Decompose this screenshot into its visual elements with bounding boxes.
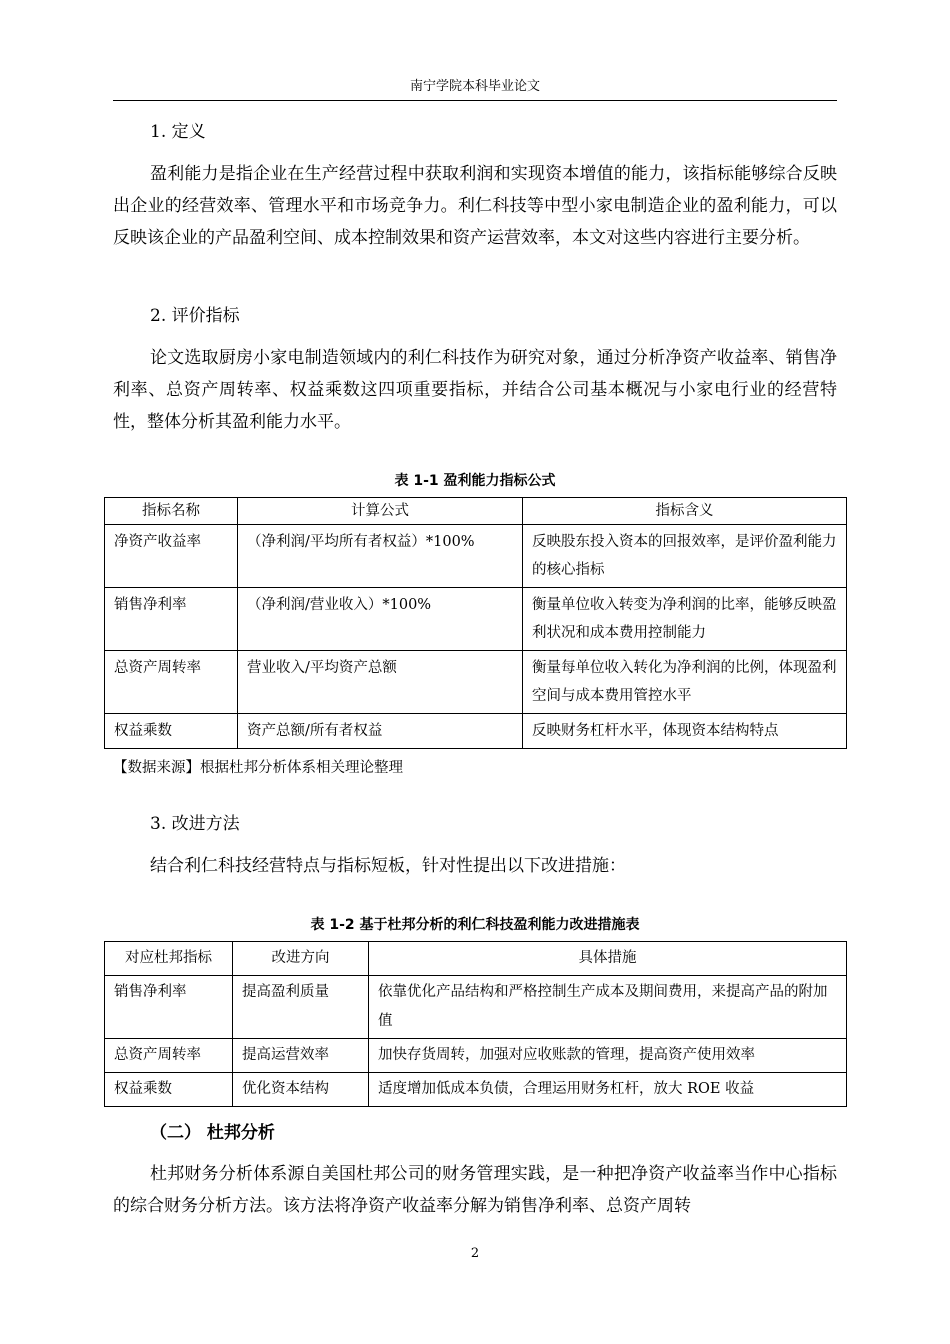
table-cell: （净利润/平均所有者权益）*100% xyxy=(238,525,523,588)
table-cell: 提高盈利质量 xyxy=(233,976,369,1039)
table-cell: 销售净利率 xyxy=(105,588,238,651)
table-cell: 衡量每单位收入转化为净利润的比例，体现盈利空间与成本费用管控水平 xyxy=(523,651,847,714)
subheading-definition: 1. 定义 xyxy=(150,122,206,142)
table-header-cell: 改进方向 xyxy=(233,942,369,976)
table-cell: 权益乘数 xyxy=(105,714,238,749)
table-row xyxy=(105,976,847,1039)
subheading-improvement: 3. 改进方法 xyxy=(150,814,240,834)
table-cell: 优化资本结构 xyxy=(233,1073,369,1107)
table-header-row xyxy=(105,942,847,976)
table-cell: 加快存货周转，加强对应收账款的管理，提高资产使用效率 xyxy=(369,1039,847,1073)
header-rule xyxy=(113,100,837,101)
paragraph-indicators: 论文选取厨房小家电制造领域内的利仁科技作为研究对象，通过分析净资产收益率、销售净利率、总资产周转率、权益乘数这四项重要指标，并结合公司基本概况与小家电行业的经营特性，整体分析其盈利能力水平。 xyxy=(113,348,837,432)
table-header-cell: 具体措施 xyxy=(369,942,847,976)
table-row xyxy=(105,588,847,651)
table-cell: 营业收入/平均资产总额 xyxy=(238,651,523,714)
table-row xyxy=(105,714,847,749)
table-cell: 提高运营效率 xyxy=(233,1039,369,1073)
table-cell: 资产总额/所有者权益 xyxy=(238,714,523,749)
table-profitability-formulas xyxy=(104,497,847,749)
subheading-indicators: 2. 评价指标 xyxy=(150,306,240,326)
table-row xyxy=(105,525,847,588)
section-heading-dupont: （二） 杜邦分析 xyxy=(150,1123,275,1143)
table-header-row xyxy=(105,498,847,525)
table-cell: （净利润/营业收入）*100% xyxy=(238,588,523,651)
table2-caption: 表 1-2 基于杜邦分析的利仁科技盈利能力改进措施表 xyxy=(310,917,640,933)
table-row xyxy=(105,1039,847,1073)
page-number: 2 xyxy=(470,1246,480,1261)
table-improvement-measures xyxy=(104,941,847,1107)
table-cell: 反映财务杠杆水平，体现资本结构特点 xyxy=(523,714,847,749)
table-cell: 反映股东投入资本的回报效率，是评价盈利能力的核心指标 xyxy=(523,525,847,588)
table-header-cell: 对应杜邦指标 xyxy=(105,942,233,976)
paragraph-dupont: 杜邦财务分析体系源自美国杜邦公司的财务管理实践，是一种把净资产收益率当作中心指标的综合财务分析方法。该方法将净资产收益率分解为销售净利率、总资产周转 xyxy=(113,1164,837,1216)
table-cell: 权益乘数 xyxy=(105,1073,233,1107)
table-header-cell: 指标名称 xyxy=(105,498,238,525)
table-cell: 销售净利率 xyxy=(105,976,233,1039)
table-cell: 依靠优化产品结构和严格控制生产成本及期间费用，来提高产品的附加值 xyxy=(369,976,847,1039)
paragraph-improvement: 结合利仁科技经营特点与指标短板，针对性提出以下改进措施： xyxy=(150,856,626,876)
table1-source-note: 【数据来源】根据杜邦分析体系相关理论整理 xyxy=(113,760,403,776)
table-cell: 总资产周转率 xyxy=(105,1039,233,1073)
table1-caption: 表 1-1 盈利能力指标公式 xyxy=(394,473,556,489)
paragraph-definition: 盈利能力是指企业在生产经营过程中获取利润和实现资本增值的能力，该指标能够综合反映出企业的经营效率、管理水平和市场竞争力。利仁科技等中型小家电制造企业的盈利能力，可以反映该企业的产品盈利空间、成本控制效果和资产运营效率，本文对这些内容进行主要分析。 xyxy=(113,164,837,248)
table-cell: 衡量单位收入转变为净利润的比率，能够反映盈利状况和成本费用控制能力 xyxy=(523,588,847,651)
table-cell: 净资产收益率 xyxy=(105,525,238,588)
table-row xyxy=(105,1073,847,1107)
table-header-cell: 指标含义 xyxy=(523,498,847,525)
running-header: 南宁学院本科毕业论文 xyxy=(409,79,540,94)
table-cell: 总资产周转率 xyxy=(105,651,238,714)
table-cell: 适度增加低成本负债，合理运用财务杠杆，放大 ROE 收益 xyxy=(369,1073,847,1107)
table-header-cell: 计算公式 xyxy=(238,498,523,525)
table-row xyxy=(105,651,847,714)
